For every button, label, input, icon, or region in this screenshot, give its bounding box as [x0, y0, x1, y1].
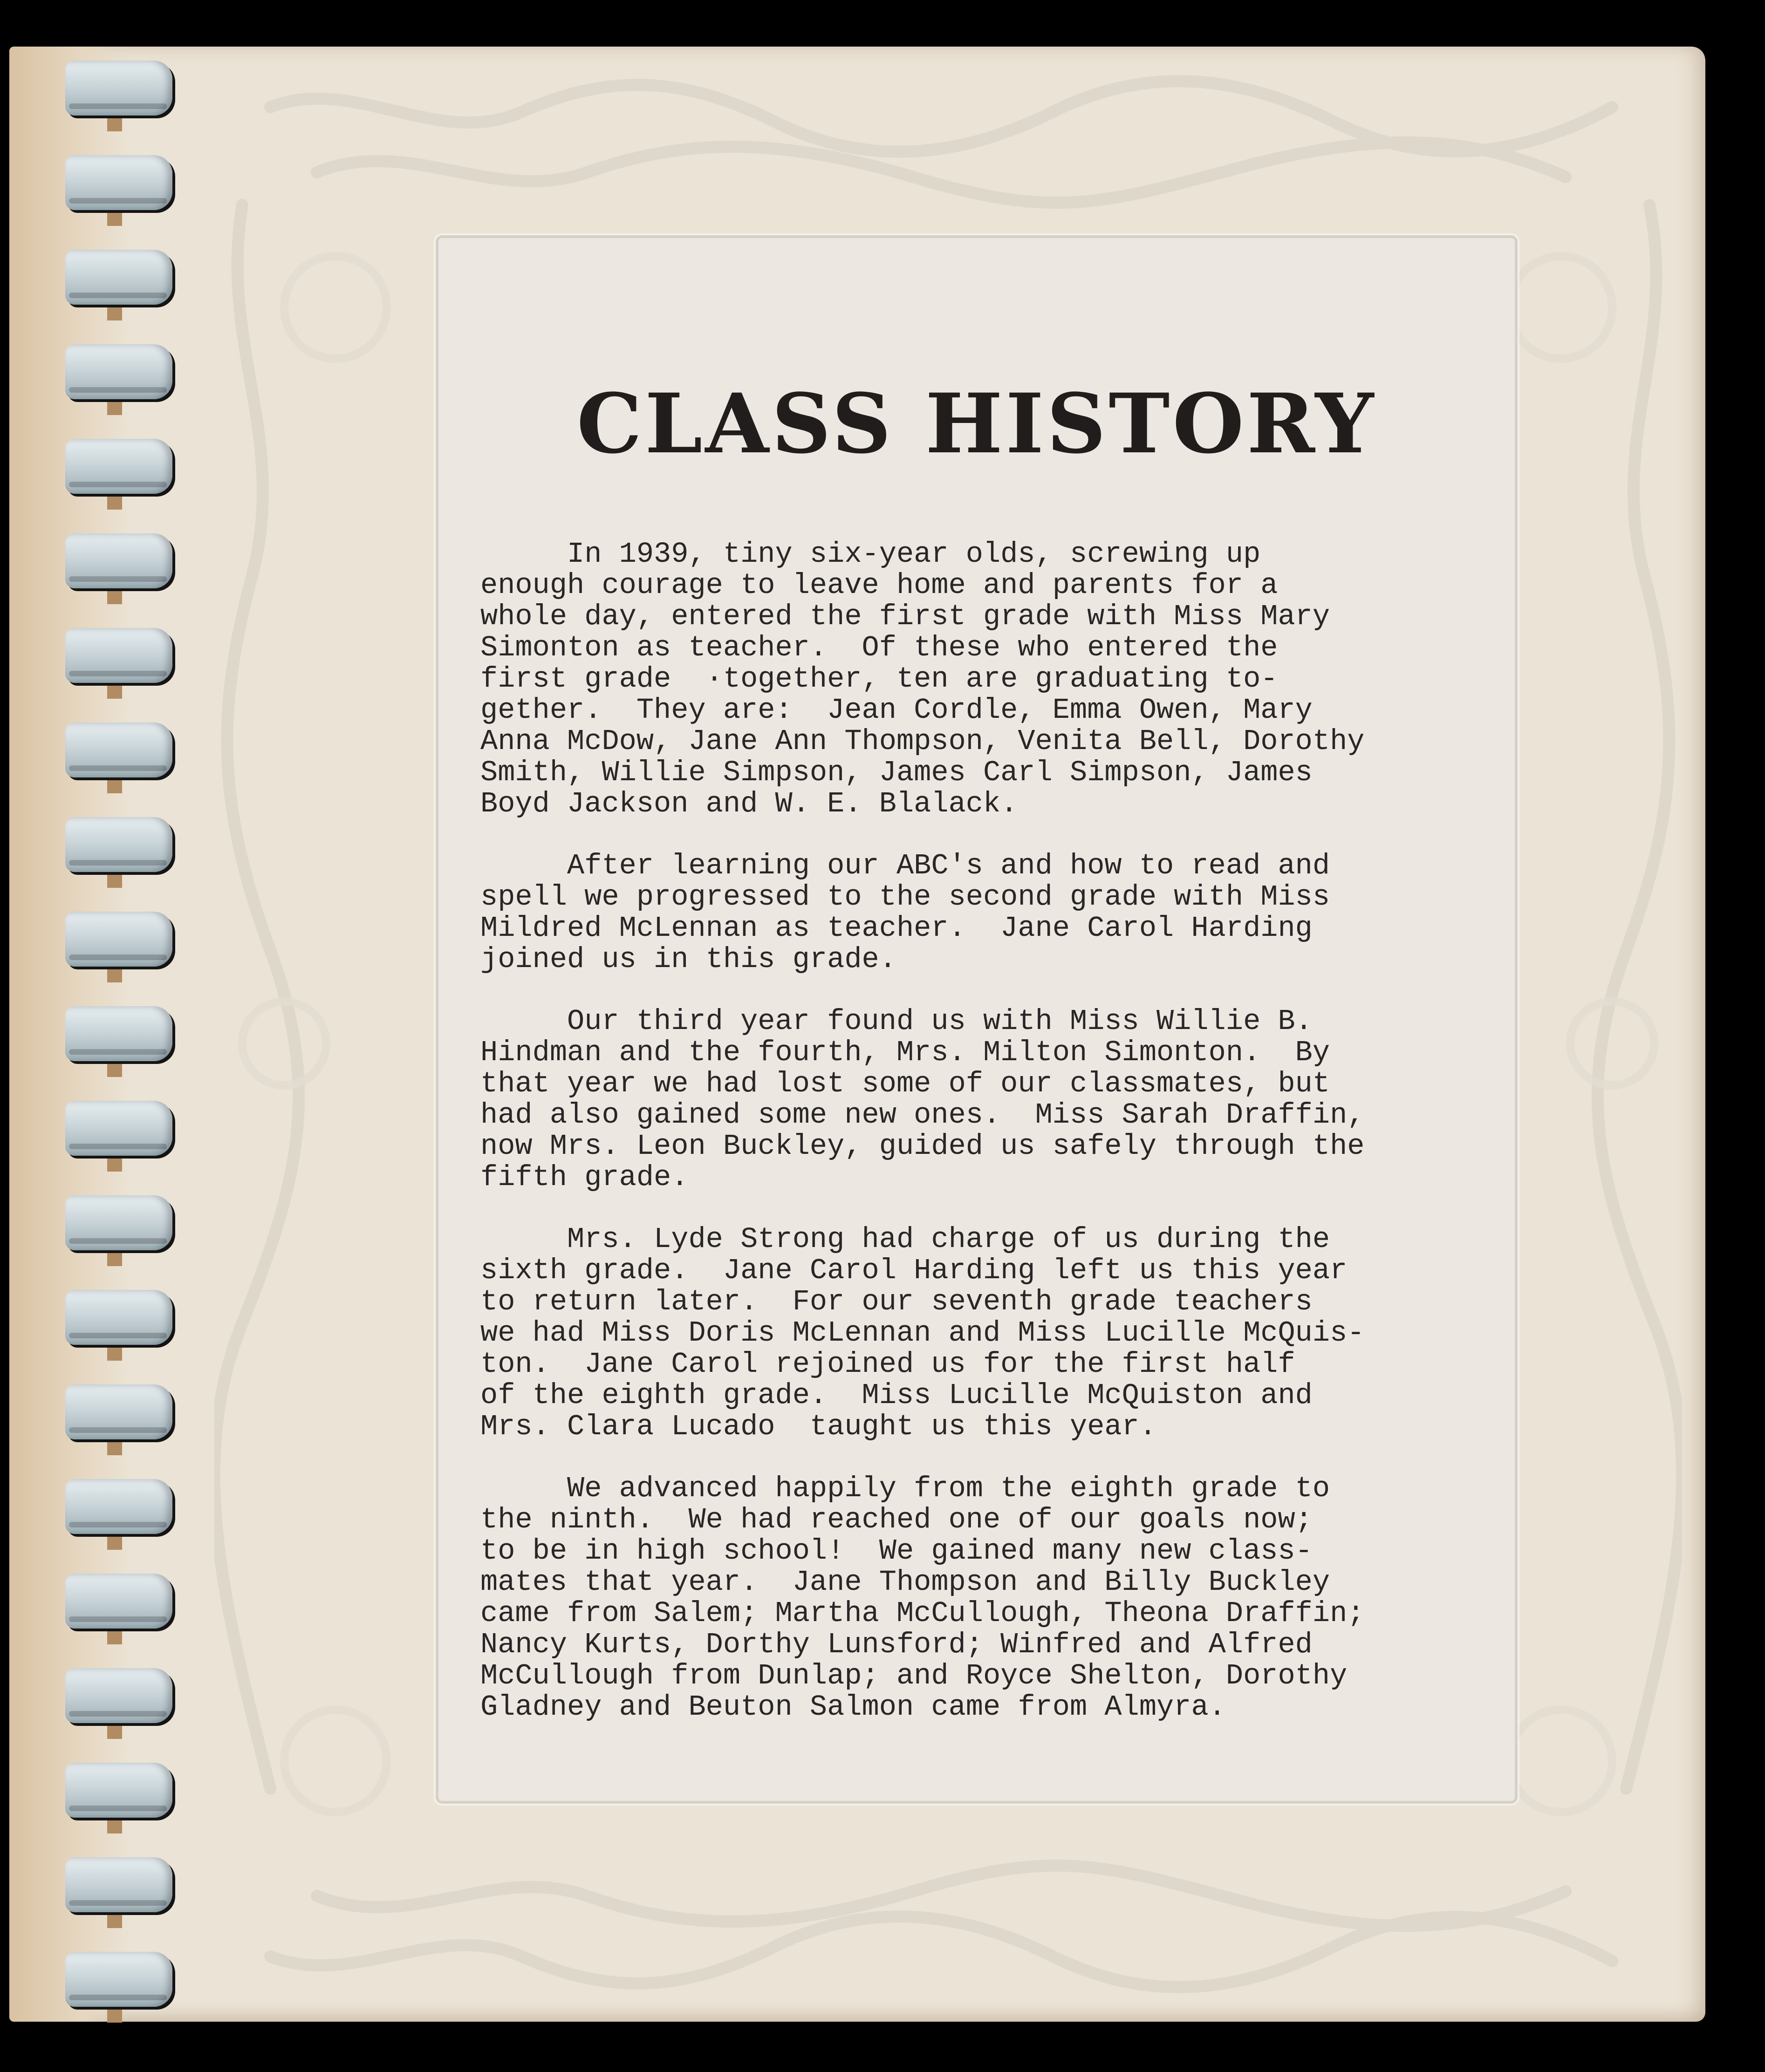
spiral-binding: [0, 0, 196, 2072]
text-frame: [436, 235, 1518, 1804]
spiral-coil: [65, 1006, 172, 1061]
spiral-coil: [65, 533, 172, 588]
paragraph-4: Mrs. Lyde Strong had charge of us during the sixth grade. Jane Carol Harding left us this year to return later. For our seventh grade teachers we had Miss Doris McLennan and Miss Lucille McQuis- ton. Jane Carol rejoined us for the first half of the eighth grade. Miss Lucille McQuiston and Mrs. Clara Lucado taught us this year.: [480, 1223, 1365, 1443]
spiral-coil: [65, 1290, 172, 1345]
spiral-coil: [65, 1101, 172, 1156]
paragraph-2: After learning our ABC's and how to read and spell we progressed to the second grade with Miss Mildred McLennan as teacher. Jane Carol Harding joined us in this grade.: [480, 849, 1330, 976]
spiral-coil: [65, 912, 172, 967]
spiral-coil: [65, 344, 172, 399]
spiral-coil: [65, 1668, 172, 1723]
spiral-coil: [65, 155, 172, 210]
spiral-coil: [65, 1763, 172, 1818]
paragraph-3: Our third year found us with Miss Willie B. Hindman and the fourth, Mrs. Milton Simonton. By that year we had lost some of our classmates, but had also gained some new ones. Miss Sarah Draffin, now Mrs. Leon Buckley, guided us safely through the fifth grade.: [480, 1005, 1365, 1194]
spiral-coil: [65, 1479, 172, 1534]
spiral-coil: [65, 628, 172, 683]
spiral-coil: [65, 61, 172, 116]
spiral-coil: [65, 439, 172, 494]
spiral-coil: [65, 250, 172, 305]
paragraph-1: In 1939, tiny six-year olds, screwing up enough courage to leave home and parents for a whole day, entered the first grade with Miss Mary Simonton as teacher. Of these who entered the first grade ·together, ten are graduating to- gether. They are: Jean Cordle, Emma Owen, Mary Anna McDow, Jane Ann Thompson, Venita Bell, Dorothy Smith, Willie Simpson, James Carl Simpson, James Boyd Jackson and W. E. Blalack.: [480, 538, 1365, 820]
spiral-coil: [65, 722, 172, 777]
spiral-coil: [65, 1195, 172, 1250]
typed-text-body: [480, 538, 1491, 1753]
spiral-coil: [65, 817, 172, 872]
page-title: CLASS HISTORY: [576, 375, 1377, 472]
yearbook-page: [9, 47, 1705, 2022]
paragraph-5: We advanced happily from the eighth grade to the ninth. We had reached one of our goals now; to be in high school! We gained many new class- mates that year. Jane Thompson and Billy Buckley came from Salem; Martha McCullough, Theona Draffin; Nancy Kurts, Dorthy Lunsford; Winfred and Alfred McCullough from Dunlap; and Royce Shelton, Dorothy Gladney and Beuton Salmon came from Almyra.: [480, 1472, 1365, 1724]
spiral-coil: [65, 1574, 172, 1629]
spiral-coil: [65, 1384, 172, 1439]
spiral-coil: [65, 1857, 172, 1912]
spiral-coil: [65, 1952, 172, 2007]
